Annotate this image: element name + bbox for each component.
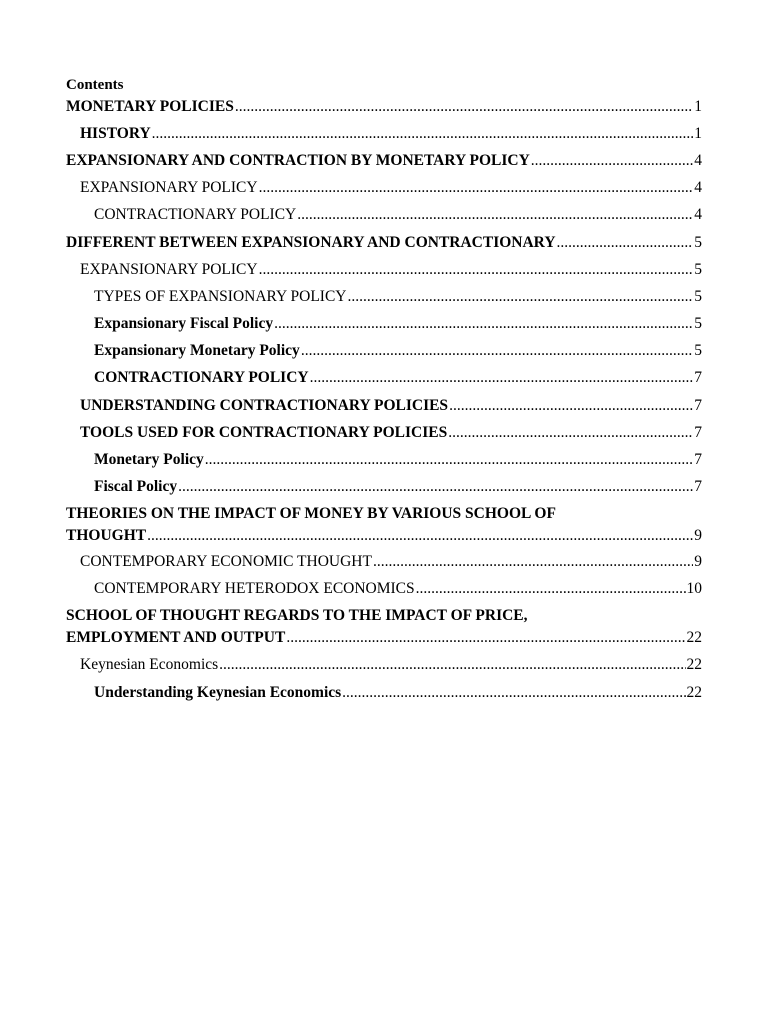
toc-entry[interactable]	[94, 367, 702, 389]
toc-entry[interactable]	[80, 123, 702, 145]
toc-entry-title: CONTEMPORARY ECONOMIC THOUGHT	[80, 553, 372, 570]
toc-entry-title-line2: EMPLOYMENT AND OUTPUT	[66, 629, 286, 646]
toc-entry-title: Fiscal Policy	[94, 478, 178, 495]
toc-entry-page: 10	[686, 580, 702, 597]
toc-dot-leader	[310, 367, 694, 389]
toc-entry[interactable]	[80, 395, 702, 417]
toc-entry-title-line1: SCHOOL OF THOUGHT REGARDS TO THE IMPACT OF PRICE,	[66, 607, 528, 624]
toc-entry[interactable]	[94, 340, 702, 362]
toc-entry[interactable]	[94, 578, 702, 600]
toc-entry-title: TYPES OF EXPANSIONARY POLICY	[94, 288, 347, 305]
toc-entry-title: Monetary Policy	[94, 451, 204, 468]
toc-entry-title: Keynesian Economics	[80, 656, 219, 673]
toc-entry-title: Expansionary Monetary Policy	[94, 342, 300, 359]
toc-dot-leader	[205, 449, 693, 471]
toc-entry-page: 4	[694, 206, 702, 223]
toc-dot-leader	[274, 313, 693, 335]
toc-entry[interactable]	[80, 551, 702, 573]
toc-dot-leader	[416, 578, 686, 600]
toc-dot-leader	[147, 525, 693, 547]
toc-dot-leader	[152, 123, 694, 145]
toc-entry[interactable]	[94, 449, 702, 471]
toc-entry-page: 5	[694, 315, 702, 332]
toc-dot-leader	[301, 340, 693, 362]
toc-dot-leader	[531, 150, 693, 172]
toc-entry-page: 5	[694, 288, 702, 305]
toc-entry-title-line2: THOUGHT	[66, 527, 147, 544]
toc-entry[interactable]	[80, 422, 702, 444]
toc-dot-leader	[235, 96, 693, 118]
toc-dot-leader	[373, 551, 693, 573]
toc-entry-page: 4	[694, 152, 702, 169]
toc-entry-page: 1	[694, 98, 702, 115]
toc-dot-leader	[178, 476, 693, 498]
toc-entry-title: Expansionary Fiscal Policy	[94, 315, 274, 332]
toc-entry[interactable]	[94, 286, 702, 308]
toc-entry-multiline[interactable]	[66, 605, 702, 649]
toc-entry-page: 22	[686, 684, 702, 701]
toc-heading: Contents	[66, 77, 124, 93]
toc-entry-page: 7	[694, 397, 702, 414]
toc-dot-leader	[342, 682, 685, 704]
toc-dot-leader	[449, 395, 693, 417]
toc-entry[interactable]	[66, 150, 702, 172]
toc-entry-title: UNDERSTANDING CONTRACTIONARY POLICIES	[80, 397, 449, 414]
toc-entry-page: 9	[694, 527, 702, 544]
toc-dot-leader	[219, 654, 685, 676]
toc-dot-leader	[286, 627, 685, 649]
toc-dot-leader	[259, 259, 694, 281]
toc-entry-page: 5	[694, 261, 702, 278]
toc-entry-title: DIFFERENT BETWEEN EXPANSIONARY AND CONTRACTIONARY	[66, 234, 556, 251]
toc-entry-page: 9	[694, 553, 702, 570]
toc-entry-page: 4	[694, 179, 702, 196]
toc-entry-page: 5	[694, 342, 702, 359]
toc-entry-title: EXPANSIONARY POLICY	[80, 261, 258, 278]
toc-entry-title: EXPANSIONARY POLICY	[80, 179, 258, 196]
toc-dot-leader	[557, 232, 694, 254]
toc-entry[interactable]	[66, 232, 702, 254]
toc-entry[interactable]	[80, 177, 702, 199]
toc-dot-leader	[259, 177, 694, 199]
toc-dot-leader	[348, 286, 694, 308]
toc-entry-multiline[interactable]	[66, 503, 702, 547]
toc-entry[interactable]	[94, 476, 702, 498]
toc-entry-page: 22	[686, 656, 702, 673]
toc-entry[interactable]	[80, 654, 702, 676]
toc-entry-title: CONTRACTIONARY POLICY	[94, 206, 297, 223]
toc-entry-page: 7	[694, 478, 702, 495]
toc-entry-title: CONTRACTIONARY POLICY	[94, 369, 309, 386]
toc-entry-page: 7	[694, 451, 702, 468]
toc-entry[interactable]	[94, 204, 702, 226]
toc-entry-page: 22	[686, 629, 702, 646]
toc-entry-title-line1: THEORIES ON THE IMPACT OF MONEY BY VARIOUS SCHOOL OF	[66, 505, 556, 522]
toc-entry[interactable]	[66, 96, 702, 118]
toc-dot-leader	[448, 422, 693, 444]
toc-entry-page: 1	[694, 125, 702, 142]
toc-entry-title: CONTEMPORARY HETERODOX ECONOMICS	[94, 580, 415, 597]
toc-entry-title: HISTORY	[80, 125, 151, 142]
toc-entry[interactable]	[94, 313, 702, 335]
toc-entry-page: 7	[694, 369, 702, 386]
toc-entry-title: Understanding Keynesian Economics	[94, 684, 342, 701]
toc-entry-page: 7	[694, 424, 702, 441]
toc-entry-title: EXPANSIONARY AND CONTRACTION BY MONETARY POLICY	[66, 152, 530, 169]
toc-entry[interactable]	[94, 682, 702, 704]
toc-entry-title: MONETARY POLICIES	[66, 98, 234, 115]
toc-entry-title: TOOLS USED FOR CONTRACTIONARY POLICIES	[80, 424, 448, 441]
toc-dot-leader	[297, 204, 693, 226]
toc-entry-page: 5	[694, 234, 702, 251]
toc-entry[interactable]	[80, 259, 702, 281]
